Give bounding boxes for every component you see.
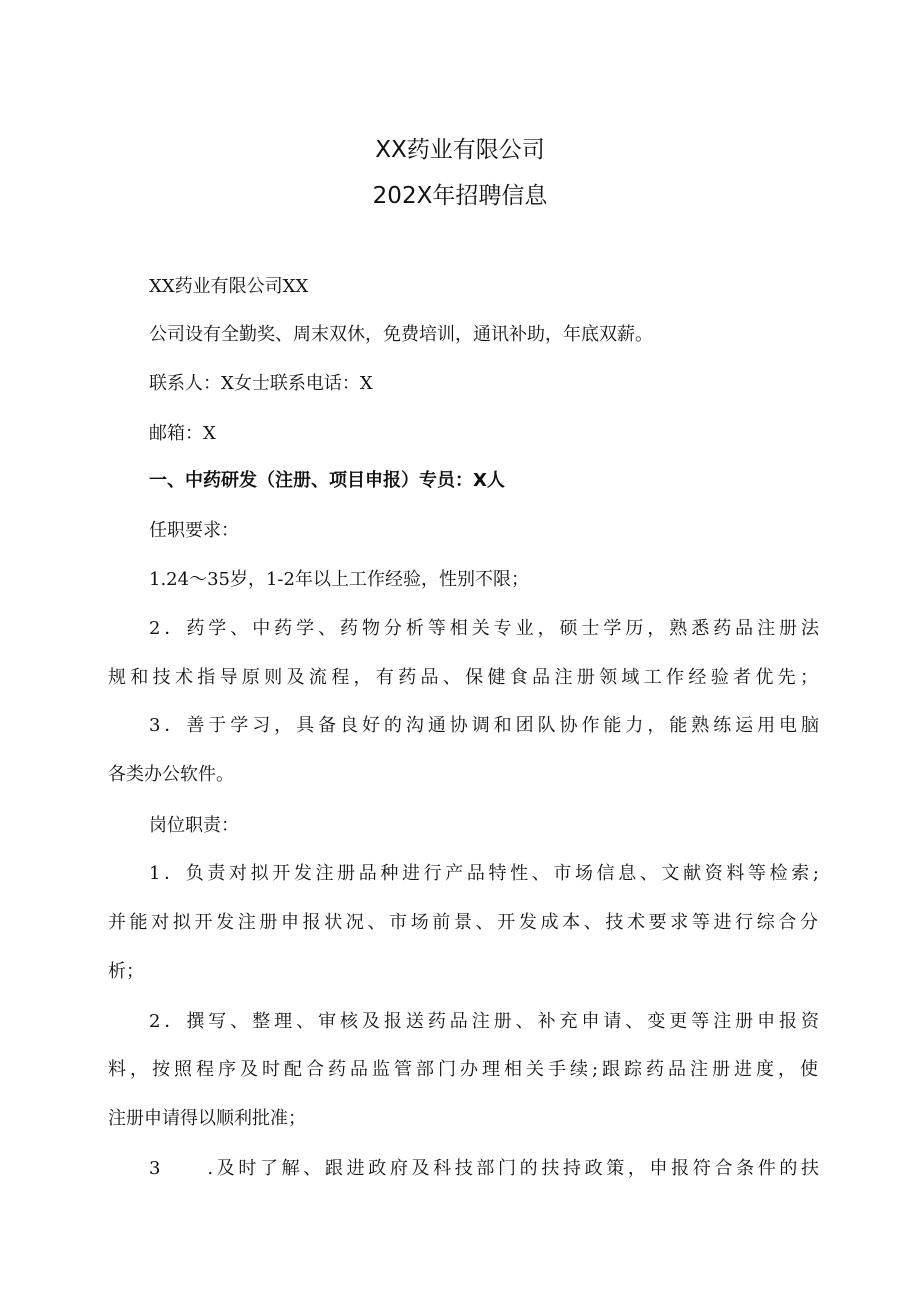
requirements-label: 任职要求：: [149, 520, 239, 541]
requirement-item-2-line-2: 规和技术指导原则及流程，有药品、保健食品注册领域工作经验者优先；: [108, 667, 818, 688]
duties-label: 岗位职责：: [149, 815, 239, 836]
requirement-item-3-line-1: 3．善于学习，具备良好的沟通协调和团队协作能力，能熟练运用电脑: [149, 715, 819, 736]
duty-item-1-line-1: 1．负责对拟开发注册品种进行产品特性、市场信息、文献资料等检索;: [149, 863, 819, 884]
document-subtitle: 202X年招聘信息: [372, 183, 548, 209]
duty-item-3-line-1: 3 .及时了解、跟进政府及科技部门的扶持政策，申报符合条件的扶: [149, 1158, 819, 1179]
duty-item-1-line-3: 析；: [108, 961, 144, 982]
contact-text: 联系人：X女士联系电话：X: [149, 373, 373, 394]
duty-item-2-line-3: 注册申请得以顺利批准；: [108, 1108, 306, 1129]
duty-item-2-line-1: 2．撰写、整理、审核及报送药品注册、补充申请、变更等注册申报资: [149, 1011, 819, 1032]
position-heading: 一、中药研发（注册、项目申报）专员：X人: [149, 470, 505, 491]
duty-item-1-line-2: 并能对拟开发注册申报状况、市场前景、开发成本、技术要求等进行综合分: [108, 912, 818, 933]
requirement-item-3-line-2: 各类办公软件。: [108, 764, 234, 785]
duty-item-2-line-2: 料，按照程序及时配合药品监管部门办理相关手续;跟踪药品注册进度，使: [108, 1059, 818, 1080]
requirement-item-1: 1.24～35岁，1-2年以上工作经验，性别不限；: [149, 569, 529, 590]
company-line: XX药业有限公司XX: [149, 276, 309, 297]
benefits-text: 公司设有全勤奖、周末双休，免费培训，通讯补助，年底双薪。: [149, 324, 653, 345]
email-text: 邮箱：X: [149, 423, 216, 444]
document-title: XX药业有限公司: [375, 137, 545, 163]
requirement-item-2-line-1: 2．药学、中药学、药物分析等相关专业，硕士学历，熟悉药品注册法: [149, 618, 819, 639]
